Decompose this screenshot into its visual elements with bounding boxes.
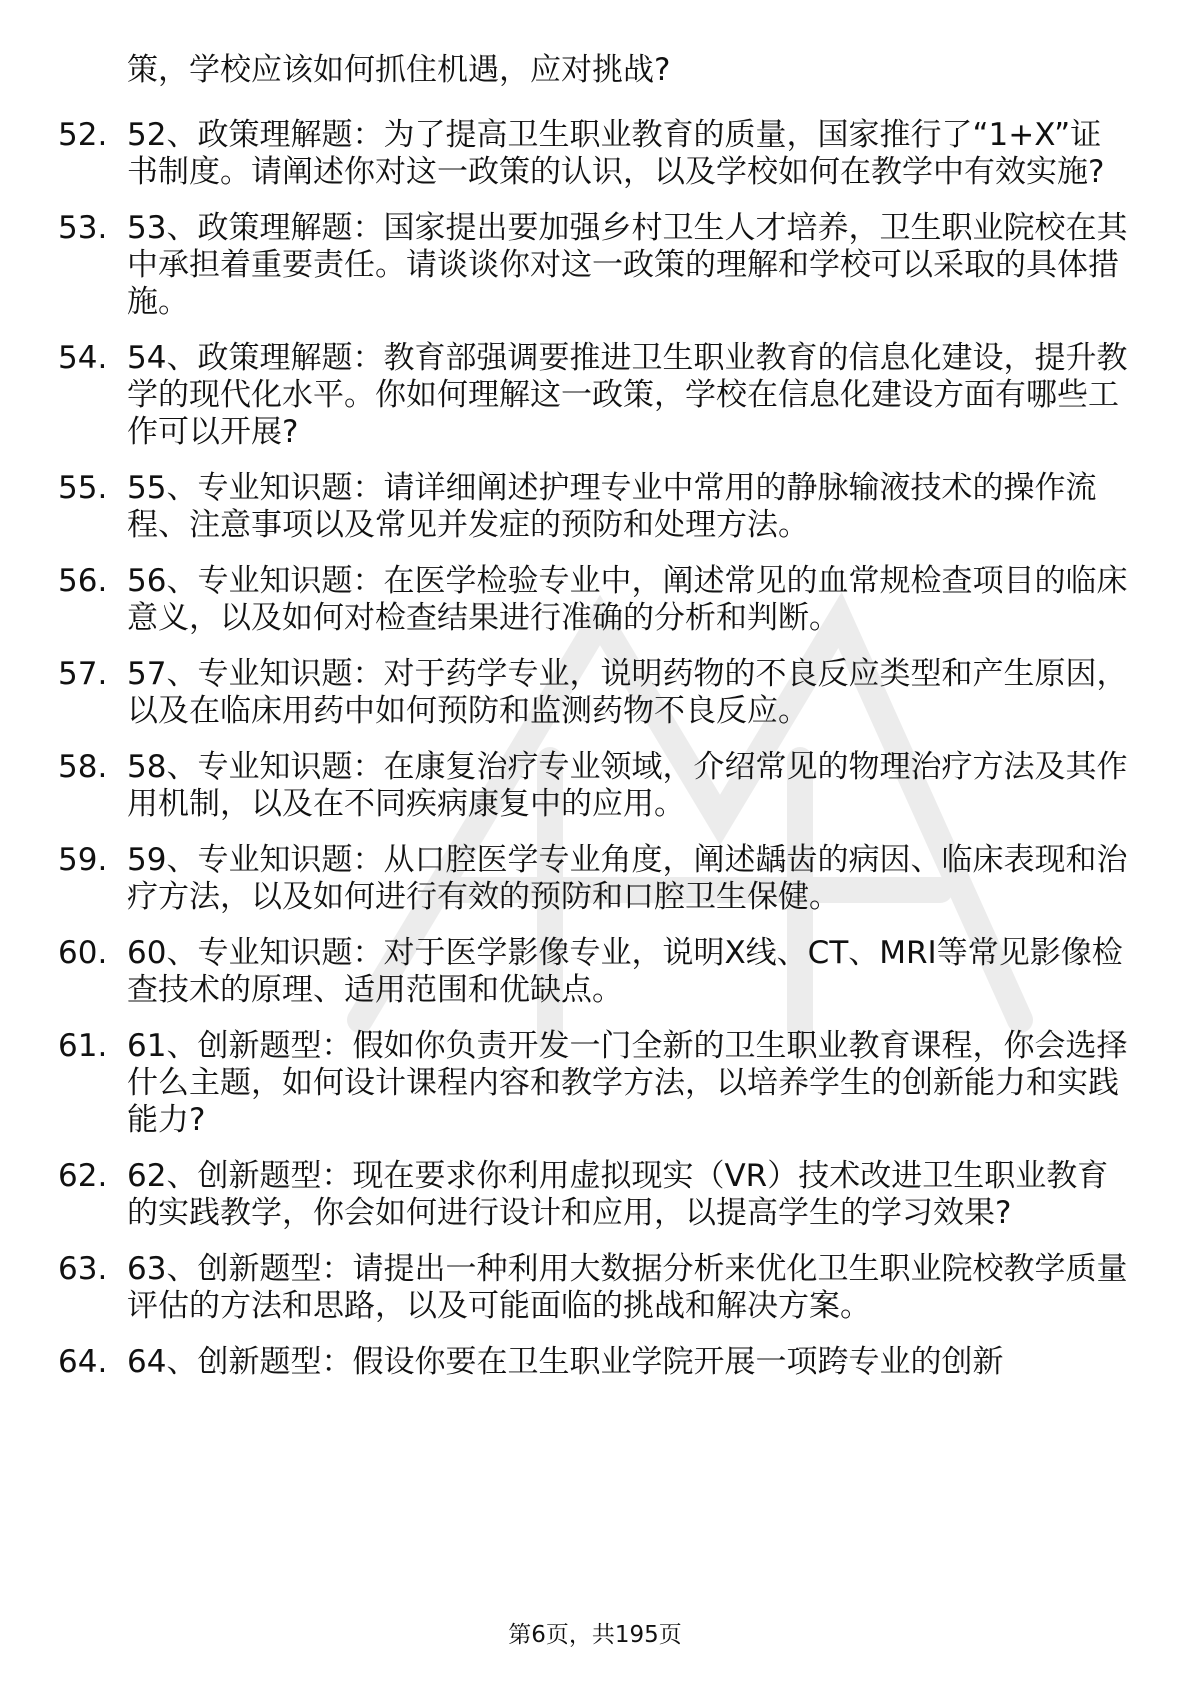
question-number: 63. [58, 1251, 108, 1287]
list-item [58, 656, 1128, 730]
question-text: 54、政策理解题：教育部强调要推进卫生职业教育的信息化建设，提升教学的现代化水平。你如何理解这一政策，学校在信息化建设方面有哪些工作可以开展? [127, 340, 1128, 450]
question-number: 55. [58, 470, 108, 506]
list-item [58, 340, 1128, 451]
list-item [58, 563, 1128, 637]
list-item [58, 842, 1128, 916]
list-item [58, 1344, 1128, 1381]
question-number: 57. [58, 656, 108, 692]
question-text: 56、专业知识题：在医学检验专业中，阐述常见的血常规检查项目的临床意义，以及如何对检查结果进行准确的分析和判断。 [127, 563, 1128, 636]
question-list [58, 117, 1128, 1400]
question-number: 54. [58, 340, 108, 376]
list-item [58, 749, 1128, 823]
question-text: 64、创新题型：假设你要在卫生职业学院开展一项跨专业的创新 [127, 1344, 1004, 1380]
question-text: 61、创新题型：假如你负责开发一门全新的卫生职业教育课程，你会选择什么主题，如何设计课程内容和教学方法，以培养学生的创新能力和实践能力? [127, 1028, 1128, 1138]
continuation-text: 策，学校应该如何抓住机遇，应对挑战? [127, 52, 671, 88]
question-text: 53、政策理解题：国家提出要加强乡村卫生人才培养，卫生职业院校在其中承担着重要责任。请谈谈你对这一政策的理解和学校可以采取的具体措施。 [127, 210, 1128, 320]
list-item [58, 1028, 1128, 1139]
list-item [58, 1251, 1128, 1325]
page-footer: 第6页，共195页 [508, 1622, 682, 1648]
list-item [58, 470, 1128, 544]
question-text: 57、专业知识题：对于药学专业，说明药物的不良反应类型和产生原因，以及在临床用药中如何预防和监测药物不良反应。 [127, 656, 1128, 729]
question-text: 60、专业知识题：对于医学影像专业，说明X线、CT、MRI等常见影像检查技术的原理、适用范围和优缺点。 [127, 935, 1123, 1008]
question-number: 52. [58, 117, 108, 153]
question-number: 56. [58, 563, 108, 599]
question-number: 58. [58, 749, 108, 785]
question-number: 60. [58, 935, 108, 971]
question-text: 55、专业知识题：请详细阐述护理专业中常用的静脉输液技术的操作流程、注意事项以及常见并发症的预防和处理方法。 [127, 470, 1097, 543]
question-text: 58、专业知识题：在康复治疗专业领域，介绍常见的物理治疗方法及其作用机制，以及在不同疾病康复中的应用。 [127, 749, 1128, 822]
question-number: 53. [58, 210, 108, 246]
question-text: 59、专业知识题：从口腔医学专业角度，阐述龋齿的病因、临床表现和治疗方法，以及如何进行有效的预防和口腔卫生保健。 [127, 842, 1128, 915]
list-item [58, 117, 1128, 191]
question-number: 64. [58, 1344, 108, 1380]
question-number: 62. [58, 1158, 108, 1194]
list-item [58, 1158, 1128, 1232]
list-item [58, 210, 1128, 321]
question-text: 52、政策理解题：为了提高卫生职业教育的质量，国家推行了“1+X”证书制度。请阐述你对这一政策的认识，以及学校如何在教学中有效实施? [127, 117, 1105, 190]
question-number: 61. [58, 1028, 108, 1064]
question-number: 59. [58, 842, 108, 878]
question-text: 62、创新题型：现在要求你利用虚拟现实（VR）技术改进卫生职业教育的实践教学，你会如何进行设计和应用，以提高学生的学习效果? [127, 1158, 1109, 1231]
list-item [58, 935, 1128, 1009]
question-text: 63、创新题型：请提出一种利用大数据分析来优化卫生职业院校教学质量评估的方法和思路，以及可能面临的挑战和解决方案。 [127, 1251, 1128, 1324]
